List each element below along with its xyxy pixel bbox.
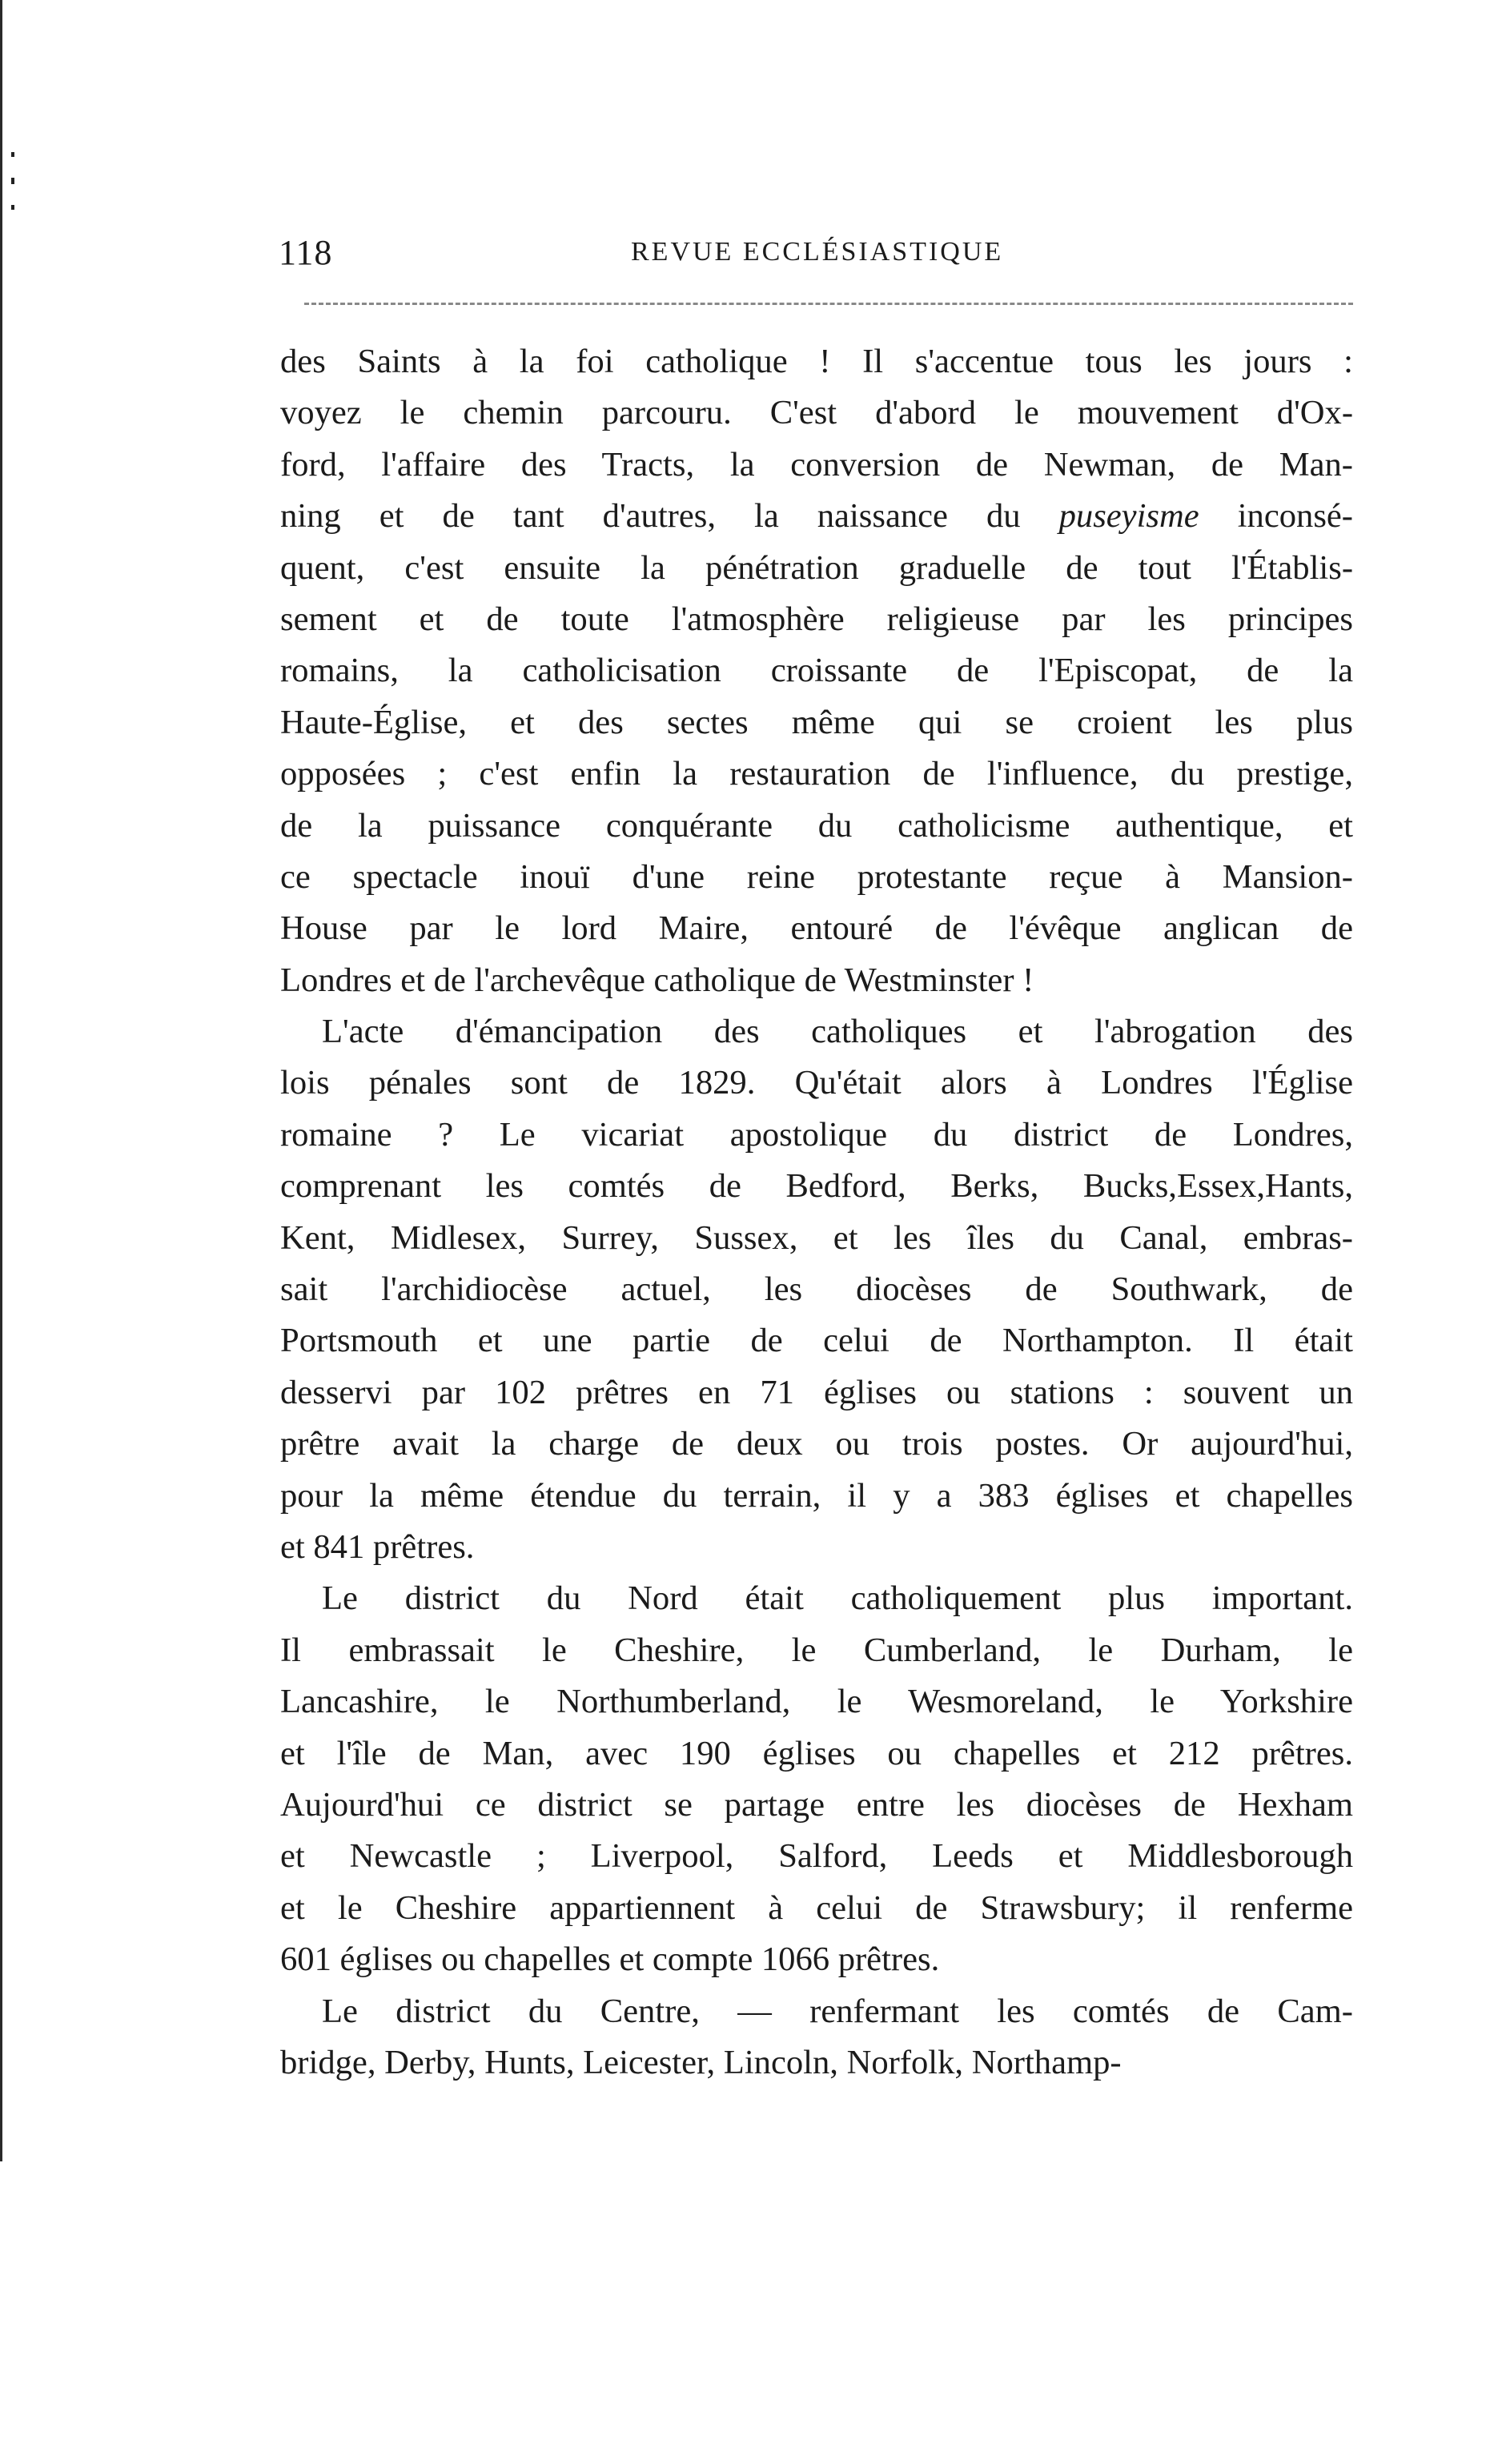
italic-term: puseyisme — [1058, 497, 1199, 536]
text-line: voyez le chemin parcouru. C'est d'abord le mouvement d'Ox- — [280, 394, 1353, 432]
text-line: L'acte d'émancipation des catholiques et l'abrogation des — [322, 1013, 1353, 1051]
text-line: et le Cheshire appartiennent à celui de Strawsbury; il renferme — [280, 1888, 1353, 1927]
text-line: Haute-Église, et des sectes même qui se croient les plus — [280, 703, 1353, 741]
text-line: Portsmouth et une partie de celui de Northampton. Il était — [280, 1322, 1353, 1360]
page-header — [279, 232, 1375, 280]
text-line: des Saints à la foi catholique ! Il s'accentue tous les jours : — [280, 343, 1353, 380]
running-title: REVUE ECCLÉSIASTIQUE — [631, 237, 1004, 267]
body-text — [280, 336, 1353, 2089]
paragraph — [280, 1986, 1353, 2089]
text-line: Le district du Centre, — renfermant les comtés de Cam- — [322, 1992, 1353, 2030]
text-line: de la puissance conquérante du catholicisme authentique, et — [280, 806, 1353, 845]
text-line: House par le lord Maire, entouré de l'évêque anglican de — [280, 909, 1353, 948]
text-line: bridge, Derby, Hunts, Leicester, Lincoln, Norfolk, Northamp- — [280, 2043, 1122, 2081]
text-line: ning et de tant d'autres, la naissance du puseyisme inconsé- — [280, 497, 1353, 536]
text-line: et 841 prêtres. — [280, 1527, 475, 1566]
text-line: prêtre avait la charge de deux ou trois postes. Or aujourd'hui, — [280, 1425, 1353, 1463]
page-number: 118 — [279, 233, 333, 272]
header-rule — [304, 303, 1353, 305]
text-line: sait l'archidiocèse actuel, les diocèses de Southwark, de — [280, 1270, 1353, 1309]
text-line: Le district du Nord était catholiquement plus important. — [322, 1579, 1353, 1618]
text-line: Lancashire, le Northumberland, le Wesmoreland, le Yorkshire — [280, 1683, 1353, 1721]
edge-mark — [11, 152, 14, 157]
paragraph — [280, 1573, 1353, 1985]
edge-mark — [11, 205, 14, 210]
text-line: sement et de toute l'atmosphère religieuse par les principes — [280, 600, 1353, 638]
text-line: Aujourd'hui ce district se partage entre les diocèses de Hexham — [280, 1785, 1353, 1824]
text-line: desservi par 102 prêtres en 71 églises ou stations : souvent un — [280, 1373, 1353, 1411]
text-line: romains, la catholicisation croissante de l'Episcopat, de la — [280, 652, 1353, 690]
text-line: Kent, Midlesex, Surrey, Sussex, et les îles du Canal, embras- — [280, 1218, 1353, 1257]
text-line: Il embrassait le Cheshire, le Cumberland, le Durham, le — [280, 1631, 1353, 1669]
text-line: pour la même étendue du terrain, il y a 383 églises et chapelles — [280, 1476, 1353, 1515]
text-line: et Newcastle ; Liverpool, Salford, Leeds et Middlesborough — [280, 1837, 1353, 1876]
text-line: quent, c'est ensuite la pénétration graduelle de tout l'Établis- — [280, 548, 1353, 587]
text-line: et l'île de Man, avec 190 églises ou chapelles et 212 prêtres. — [280, 1734, 1353, 1772]
edge-mark — [11, 178, 14, 184]
text-line: romaine ? Le vicariat apostolique du district de Londres, — [280, 1115, 1353, 1154]
text-line: lois pénales sont de 1829. Qu'était alors à Londres l'Église — [280, 1064, 1353, 1102]
text-line: 601 églises ou chapelles et compte 1066 prêtres. — [280, 1940, 940, 1979]
page-binding-edge — [0, 0, 5, 2161]
paragraph — [280, 336, 1353, 1006]
text-line: ce spectacle inouï d'une reine protestante reçue à Mansion- — [280, 857, 1353, 896]
text-line: Londres et de l'archevêque catholique de Westminster ! — [280, 961, 1034, 999]
paragraph — [280, 1006, 1353, 1573]
text-line: opposées ; c'est enfin la restauration de l'influence, du prestige, — [280, 755, 1353, 793]
text-line: comprenant les comtés de Bedford, Berks, Bucks,Essex,Hants, — [280, 1167, 1353, 1206]
text-line: ford, l'affaire des Tracts, la conversion de Newman, de Man- — [280, 445, 1353, 484]
